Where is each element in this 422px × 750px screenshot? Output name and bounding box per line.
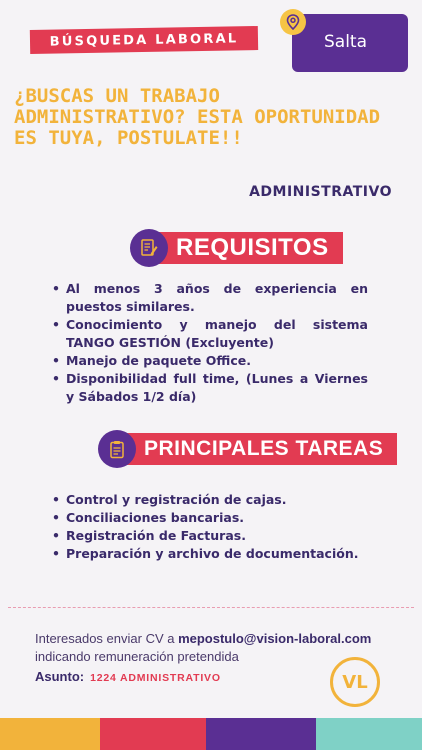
asunto-label: Asunto: (35, 669, 85, 684)
map-pin-icon (280, 9, 306, 35)
job-title: ADMINISTRATIVO (249, 184, 392, 200)
footer-stripe-red (100, 718, 206, 750)
list-item: • Control y registración de cajas. (52, 491, 372, 509)
asunto-value: 1224 ADMINISTRATIVO (90, 672, 221, 684)
tareas-list (52, 491, 372, 563)
list-item: • Manejo de paquete Office. (52, 352, 368, 370)
list-item: • Al menos 3 años de experiencia en puestos similares. (52, 280, 368, 316)
document-edit-icon (130, 229, 168, 267)
footer-color-bar (0, 718, 422, 750)
tareas-title: PRINCIPALES TAREAS (122, 433, 397, 465)
divider (8, 607, 414, 608)
list-item: • Conciliaciones bancarias. (52, 509, 372, 527)
requisitos-title: REQUISITOS (154, 232, 343, 264)
clipboard-icon (98, 430, 136, 468)
headline-line: ADMINISTRATIVO? ESTA OPORTUNIDAD (14, 106, 381, 128)
contact-prefix: Interesados enviar CV a (35, 631, 179, 646)
list-item: • Disponibilidad full time, (Lunes a Viernes y Sábados 1/2 día) (52, 370, 368, 406)
headline-line: ES TUYA, POSTULATE!! (14, 127, 243, 149)
search-badge: BÚSQUEDA LABORAL (30, 26, 258, 54)
location-label: Salta (324, 32, 368, 52)
headline-line: ¿BUSCAS UN TRABAJO (14, 85, 220, 107)
list-item: • Conocimiento y manejo del sistema TANGO GESTIÓN (Excluyente) (52, 316, 368, 352)
vision-laboral-logo: VL (330, 657, 380, 707)
headline (14, 86, 414, 149)
contact-email[interactable]: mepostulo@vision-laboral.com (178, 631, 372, 646)
footer-stripe-teal (316, 718, 422, 750)
requisitos-list (52, 280, 368, 406)
footer-stripe-yellow (0, 718, 100, 750)
footer-stripe-purple (206, 718, 316, 750)
list-item: • Registración de Facturas. (52, 527, 372, 545)
contact-line2: indicando remuneración pretendida (35, 649, 239, 664)
list-item: • Preparación y archivo de documentación. (52, 545, 372, 563)
tareas-heading (98, 430, 397, 468)
requisitos-heading (130, 229, 343, 267)
